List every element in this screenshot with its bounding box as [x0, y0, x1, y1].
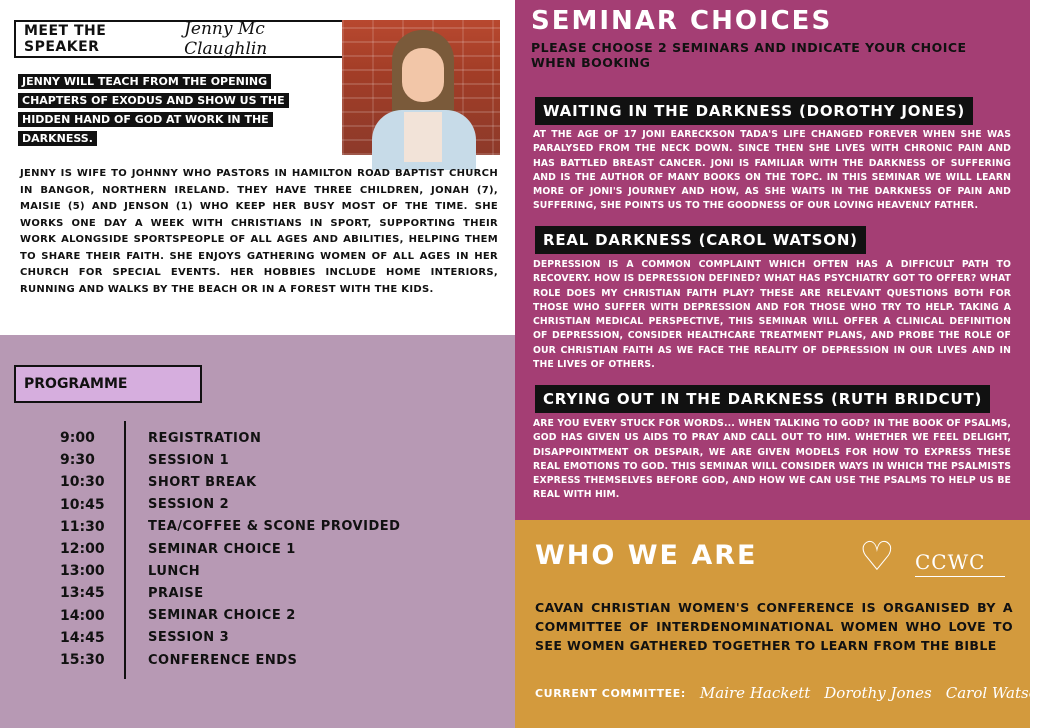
programme-event: CONFERENCE ENDS: [148, 652, 298, 668]
seminar-3-title: CRYING OUT IN THE DARKNESS (RUTH BRIDCUT): [535, 385, 990, 413]
programme-event: SESSION 2: [148, 497, 230, 513]
programme-time: 9:00: [60, 430, 95, 446]
committee-member: Maire Hackett: [699, 684, 811, 702]
programme-heading-tab: [14, 365, 202, 403]
programme-event: SEMINAR CHOICE 1: [148, 541, 296, 557]
programme-row: [60, 495, 500, 515]
programme-event: PRAISE: [148, 585, 204, 601]
seminar-2-body: DEPRESSION IS A COMMON COMPLAINT WHICH OFTEN HAS A DIFFICULT PATH TO RECOVERY. HOW IS DEPRESSION DEFINED? WHAT HAS PSYCHIATRY GOT TO OFFER? WHAT ROLE DOES MY CHRISTIAN FAITH PLAY? THESE ARE RELEVANT QUESTIONS BOTH FOR THOSE WHO SUFFER WITH DEPRESSION AND FOR THOSE WHO TRY TO HELP. TAKING A CHRISTIAN MEDICAL PERSPECTIVE, THIS SEMINAR WILL OFFER A CLINICAL DEFINITION OF DEPRESSION, CONSIDER HEALTHCARE TREATMENT PLANS, AND PROBE THE ROLE OF OUR CHRISTIAN FAITH AS WE FACE THE REALITY OF DEPRESSION IN OUR LIVES AND IN THE LIVES OF OTHERS.: [533, 259, 1011, 371]
seminar-1-title: WAITING IN THE DARKNESS (DOROTHY JONES): [535, 97, 973, 125]
programme-event: SHORT BREAK: [148, 474, 257, 490]
speaker-heading: MEET THE SPEAKER: [24, 23, 107, 55]
seminar-3-body: ARE YOU EVERY STUCK FOR WORDS... WHEN TALKING TO GOD? IN THE BOOK OF PSALMS, GOD HAS GIVEN US AIDS TO PRAY AND CALL OUT TO HIM. WHETHER WE FEEL DELIGHT, DISAPPOINTMENT OR DESPAIR, WE ARE GIVEN MODELS FOR HOW TO EXPRESS THESE REAL EMOTIONS TO GOD. THIS SEMINAR WILL CONSIDER WAYS IN WHICH THE PSALMISTS EXPRESS THEMSELVES BEFORE GOD, AND HOW WE CAN USE THE PSALMS TO HELP US BE REAL WITH HIM.: [533, 418, 1011, 501]
programme-time: 9:30: [60, 452, 95, 469]
speaker-bio: JENNY IS WIFE TO JOHNNY WHO PASTORS IN HAMILTON ROAD BAPTIST CHURCH IN BANGOR, NORTHERN IRELAND. THEY HAVE THREE CHILDREN, JONAH (7), MAISIE (5) AND JENSON (1) WHO KEEP HER BUSY MOST OF THE TIME. SHE WORKS ONE DAY A WEEK WITH CHRISTIANS IN SPORT, SUPPORTING THEIR WORK ALONGSIDE SPORTSPEOPLE OF ALL AGES AND ABILITIES, HELPING THEM TO SHARE THEIR FAITH. SHE ENJOYS GATHERING WOMEN OF ALL AGES IN HER CHURCH FOR SPECIAL EVENTS. HER HOBBIES INCLUDE HOME INTERIORS, RUNNING AND WALKS BY THE BEACH OR IN A FOREST WITH THE KIDS.: [20, 168, 498, 295]
who-we-are-title: WHO WE ARE: [535, 540, 758, 571]
programme-event: SESSION 1: [148, 452, 230, 468]
programme-event: TEA/COFFEE & SCONE PROVIDED: [148, 519, 401, 535]
programme-event: LUNCH: [148, 563, 201, 579]
ccwc-logo: [859, 532, 1009, 586]
programme-row: [60, 539, 500, 559]
programme-row: [60, 561, 500, 581]
programme-time: 11:30: [60, 518, 105, 535]
programme-row: [60, 517, 500, 537]
seminars-subtitle: PLEASE CHOOSE 2 SEMINARS AND INDICATE YOUR CHOICE WHEN BOOKING: [531, 40, 967, 70]
programme-event: SEMINAR CHOICE 2: [148, 608, 296, 624]
speaker-intro: [18, 70, 318, 146]
programme-time: 13:45: [60, 585, 105, 602]
who-we-are-panel: [515, 520, 1047, 728]
programme-row: [60, 428, 500, 448]
speaker-name: Jenny Mc Claughlin: [184, 19, 268, 59]
who-we-are-text: CAVAN CHRISTIAN WOMEN'S CONFERENCE IS ORGANISED BY A COMMITTEE OF INTERDENOMINATIONAL WOMEN WHO LOVE TO SEE WOMEN GATHERED TOGETHER TO LEARN FROM THE BIBLE: [535, 600, 1013, 653]
programme-event: SESSION 3: [148, 630, 230, 646]
committee-label: CURRENT COMMITTEE:: [535, 686, 686, 700]
logo-text: CCWC: [915, 550, 986, 574]
programme-time: 15:30: [60, 652, 105, 668]
programme-panel: [0, 335, 515, 728]
programme-time: 14:45: [60, 629, 105, 646]
programme-row: [60, 628, 500, 648]
programme-time: 13:00: [60, 563, 105, 580]
committee-member: Carol Watson: [945, 684, 1047, 702]
programme-time: 14:00: [60, 607, 105, 624]
speaker-photo: [342, 20, 500, 155]
programme-time: 12:00: [60, 541, 105, 557]
programme-time: 10:30: [60, 474, 105, 491]
programme-row: [60, 583, 500, 603]
speaker-intro-text: JENNY WILL TEACH FROM THE OPENING CHAPTERS OF EXODUS AND SHOW US THE HIDDEN HAND OF GOD AT WORK IN THE DARKNESS.: [18, 74, 289, 146]
speaker-panel: [0, 0, 515, 335]
seminar-2-title: REAL DARKNESS (CAROL WATSON): [535, 226, 866, 254]
programme-event: REGISTRATION: [148, 430, 262, 446]
heart-icon: ♡: [859, 534, 895, 580]
programme-heading: PROGRAMME: [24, 376, 128, 392]
programme-row: [60, 606, 500, 626]
committee-member: Dorothy Jones: [824, 684, 932, 702]
programme-row: [60, 650, 500, 670]
seminar-1-body: AT THE AGE OF 17 JONI EARECKSON TADA'S LIFE CHANGED FOREVER WHEN SHE WAS PARALYSED FROM THE NECK DOWN. SINCE THEN SHE LIVES WITH CHRONIC PAIN AND HAS BATTLED BREAST CANCER. JONI IS FAMILIAR WITH THE DARKNESS OF SUFFERING AND IS THE AUTHOR OF MANY BOOKS ON THE TOPC. IN THIS SEMINAR WE WILL LEARN MORE OF JONI'S JOURNEY AND HOW, AS SHE WAITS IN THE DARKNESS OF PAIN AND SUFFERING, SHE POINTS US TO THE GOODNESS OF OUR LOVING HEAVENLY FATHER.: [533, 129, 1011, 212]
speaker-heading-tab: [14, 20, 346, 58]
programme-time: 10:45: [60, 496, 105, 513]
programme-row: [60, 450, 500, 470]
programme-row: [60, 472, 500, 492]
seminars-panel: [515, 0, 1030, 520]
committee-row: [535, 684, 1047, 702]
seminars-title: SEMINAR CHOICES: [531, 6, 833, 36]
